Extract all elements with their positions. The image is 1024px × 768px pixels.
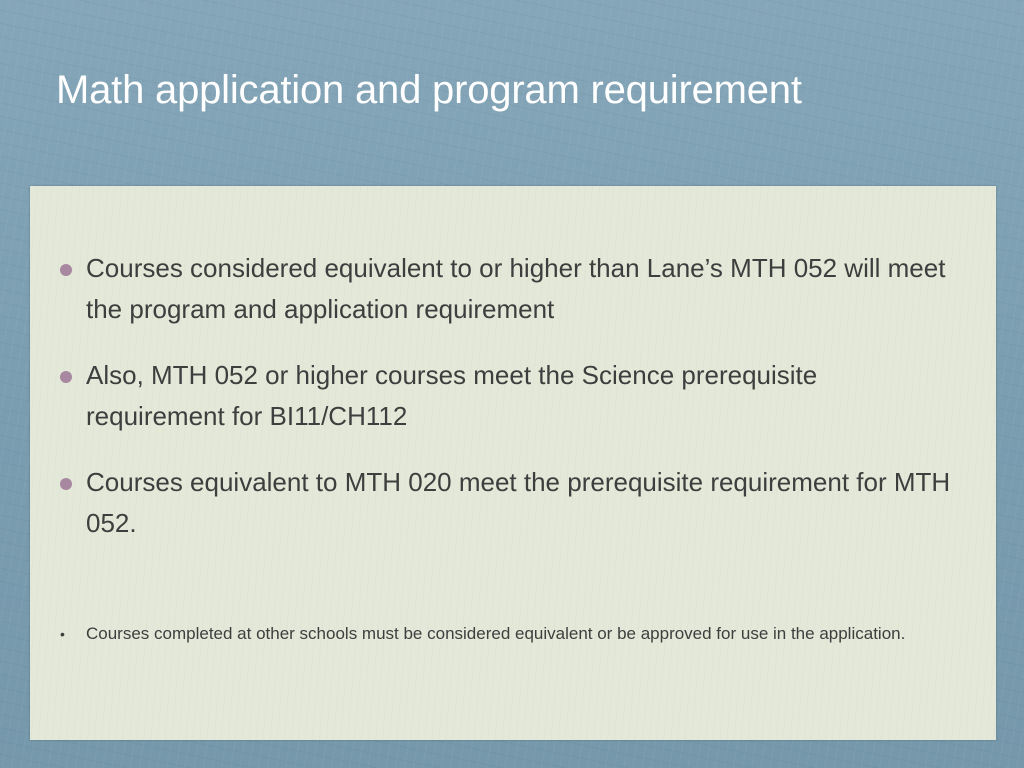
slide-title: Math application and program requirement (56, 68, 802, 112)
bullet-text: Courses equivalent to MTH 020 meet the prerequisite requirement for MTH 052. (86, 467, 951, 538)
footnote-bullet-icon: • (60, 626, 65, 642)
bullet-item (56, 355, 956, 437)
footnote-text: Courses completed at other schools must be considered equivalent or be approved for use in the application. (86, 624, 906, 643)
bullet-item (56, 462, 956, 544)
bullet-list (56, 248, 956, 569)
bullet-dot-icon (60, 371, 72, 383)
bullet-text: Also, MTH 052 or higher courses meet the Science prerequisite requirement for BI11/CH112 (86, 360, 818, 431)
content-panel (30, 186, 996, 740)
bullet-dot-icon (60, 478, 72, 490)
bullet-text: Courses considered equivalent to or higher than Lane’s MTH 052 will meet the program and application requirement (86, 253, 946, 324)
footnote (56, 620, 956, 648)
bullet-dot-icon (60, 264, 72, 276)
bullet-item (56, 248, 956, 330)
